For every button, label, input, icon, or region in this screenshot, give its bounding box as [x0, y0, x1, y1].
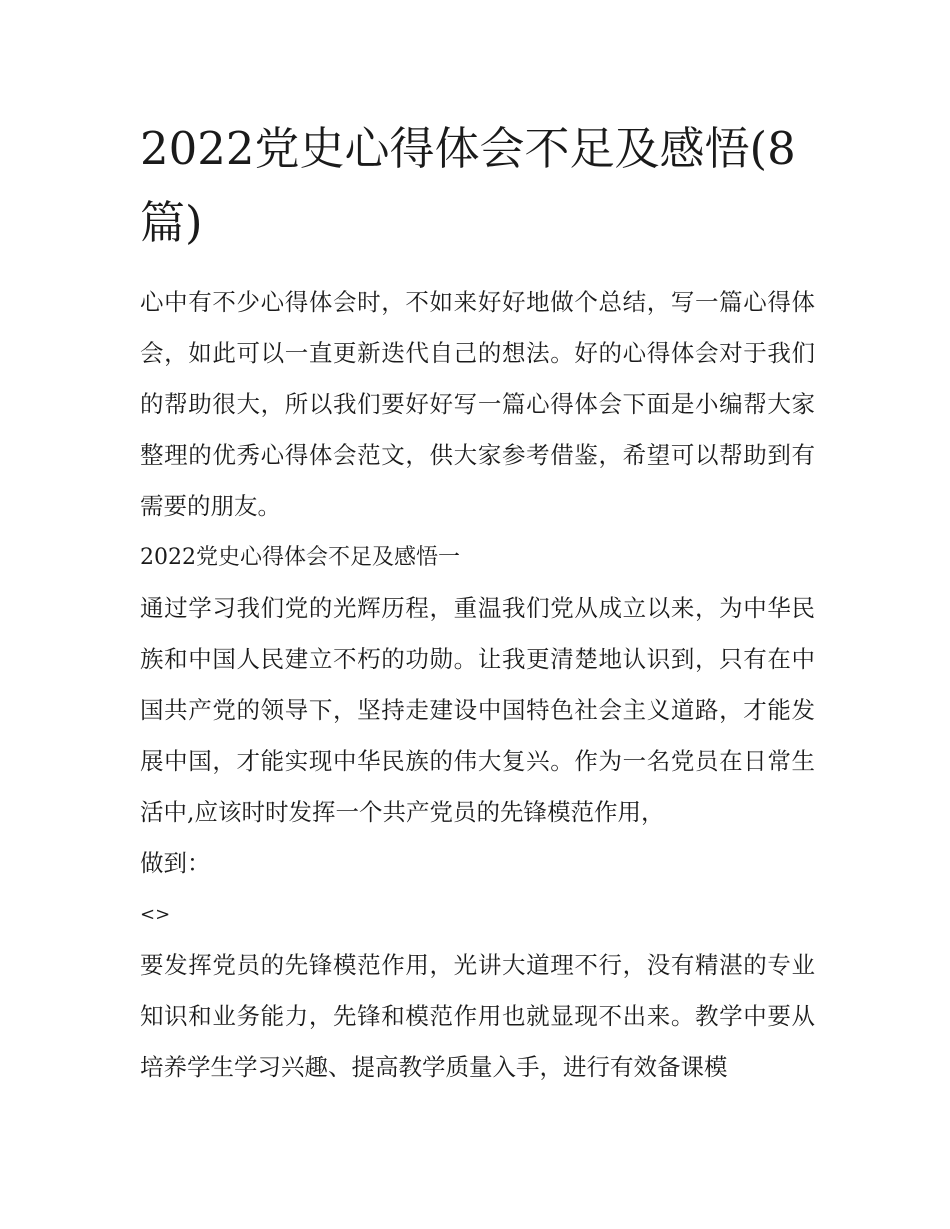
marker-text: <> — [140, 904, 171, 925]
section-body-paragraph: 通过学习我们党的光辉历程，重温我们党从成立以来，为中华民族和中国人民建立不朽的功勋。让我更清楚地认识到，只有在中国共产党的领导下，坚持走建设中国特色社会主义道路，才能发展中国，才能实现中华民族的伟大复兴。作为一名党员在日常生活中,应该时时发挥一个共产党员的先锋模范作用， — [140, 594, 815, 826]
intro-paragraph: 心中有不少心得体会时，不如来好好地做个总结，写一篇心得体会，如此可以一直更新迭代自己的想法。好的心得体会对于我们的帮助很大，所以我们要好好写一篇心得体会下面是小编帮大家整理的优秀心得体会范文，供大家参考借鉴，希望可以帮助到有需要的朋友。 — [140, 288, 815, 520]
document-title: 2022党史心得体会不足及感悟(8篇) — [140, 122, 796, 249]
section-heading: 2022党史心得体会不足及感悟一 — [140, 545, 460, 570]
document-content — [140, 112, 815, 1093]
section-body-continuation: 做到： — [140, 849, 211, 877]
body-paragraph-2: 要发挥党员的先锋模范作用，光讲大道理不行，没有精湛的专业知识和业务能力，先锋和模范作用也就显现不出来。教学中要从培养学生学习兴趣、提高教学质量入手，进行有效备课模 — [140, 951, 815, 1081]
